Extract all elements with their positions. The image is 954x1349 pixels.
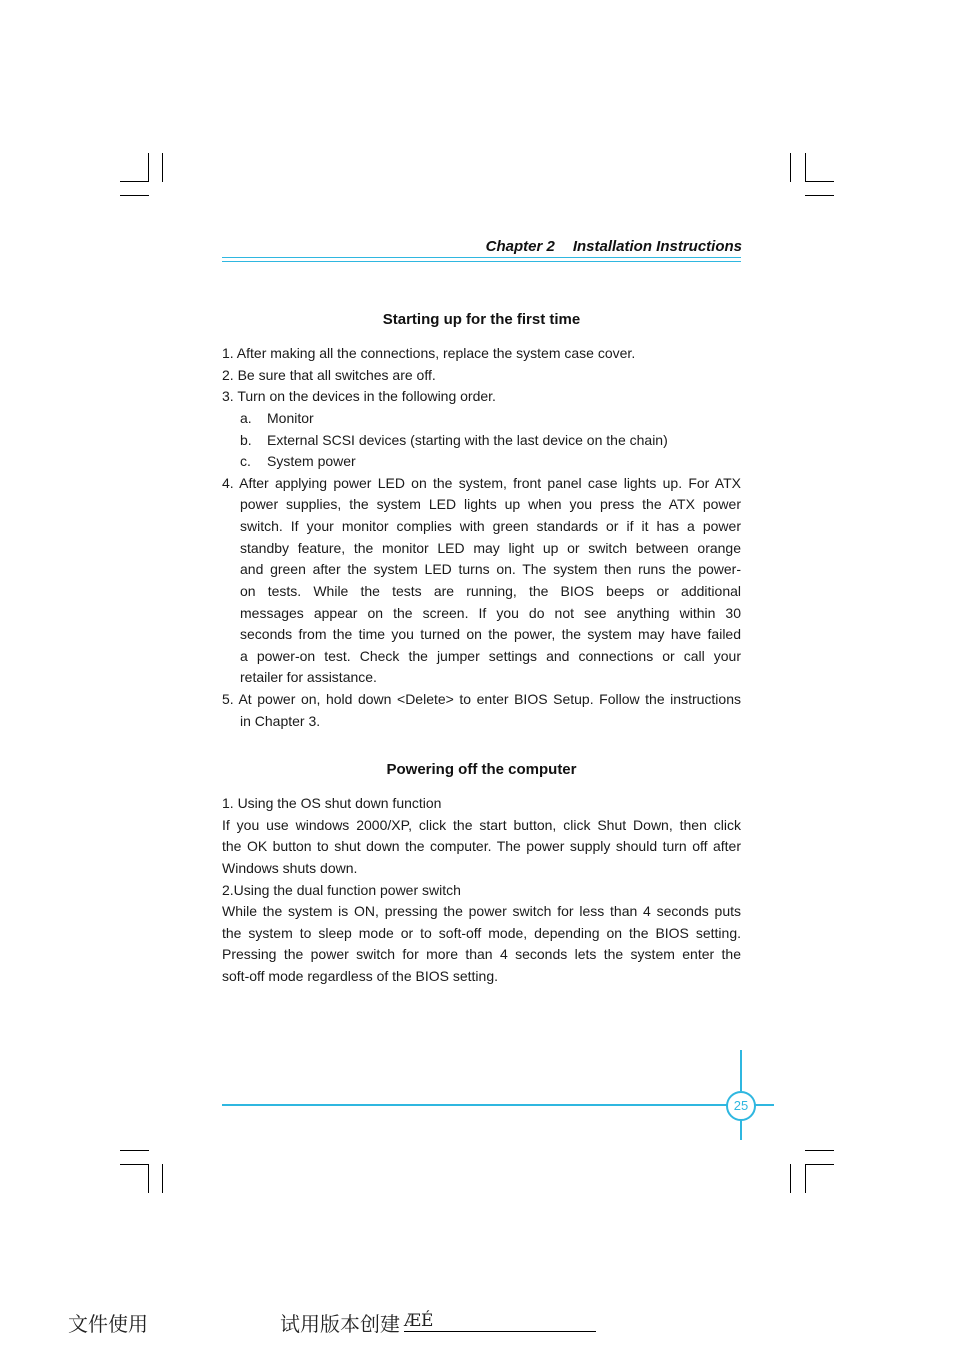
watermark-underline <box>404 1331 596 1332</box>
crop-mark <box>790 1164 791 1193</box>
crop-mark <box>162 153 163 182</box>
paragraph-line: 4. After applying power LED on the system, front panel case lights up. For ATX <box>222 475 741 491</box>
paragraph-line: messages appear on the screen. If you do not see anything within 30 <box>240 605 741 621</box>
sub-list-label: a. <box>240 410 252 426</box>
crop-mark <box>805 153 806 182</box>
section-title: Starting up for the first time <box>382 311 581 328</box>
chapter-title: Installation Instructions <box>572 238 742 255</box>
crop-mark <box>120 195 149 196</box>
watermark-mark: ÆÉ <box>404 1311 434 1331</box>
paragraph-line: in Chapter 3. <box>240 713 321 729</box>
header-rule <box>222 261 741 262</box>
page-number: 25 <box>726 1091 756 1121</box>
paragraph-line: standby feature, the monitor LED may light up or switch between orange <box>240 540 741 556</box>
paragraph-line: and green after the system LED turns on. The system then runs the power- <box>240 561 741 577</box>
crop-mark <box>805 1150 834 1151</box>
crop-mark <box>805 1164 834 1165</box>
running-header <box>486 238 742 255</box>
crop-mark <box>120 1164 149 1165</box>
paragraph-line: 1. Using the OS shut down function <box>222 795 442 811</box>
chapter-label: Chapter 2 <box>485 238 555 255</box>
crop-mark <box>805 195 834 196</box>
sub-list-label: c. <box>240 453 251 469</box>
list-item: 1. After making all the connections, replace the system case cover. <box>222 345 636 361</box>
paragraph-line: retailer for assistance. <box>240 669 377 685</box>
sub-list-text: External SCSI devices (starting with the last device on the chain) <box>267 432 668 448</box>
paragraph-line: soft-off mode regardless of the BIOS setting. <box>222 968 498 984</box>
footer-rule <box>222 1104 774 1106</box>
paragraph-line: While the system is ON, pressing the power switch for less than 4 seconds puts <box>222 903 741 919</box>
sub-list-item <box>240 430 741 452</box>
paragraph-line: 5. At power on, hold down <Delete> to enter BIOS Setup. Follow the instructions <box>222 691 741 707</box>
list-item: 2. Be sure that all switches are off. <box>222 367 436 383</box>
footer-vertical-rule <box>740 1119 742 1140</box>
paragraph-line: the OK button to shut down the computer. The power supply should turn off after <box>222 838 741 854</box>
crop-mark <box>120 181 149 182</box>
paragraph-line: on tests. While the tests are running, the BIOS beeps or additional <box>240 583 741 599</box>
crop-mark <box>805 1164 806 1193</box>
sub-list-item <box>240 451 741 473</box>
paragraph-line: Windows shuts down. <box>222 860 358 876</box>
paragraph-line: power supplies, the system LED lights up when you press the ATX power <box>240 496 741 512</box>
list-item: 3. Turn on the devices in the following order. <box>222 388 496 404</box>
sub-list-text: Monitor <box>267 410 314 426</box>
crop-mark <box>148 1164 149 1193</box>
sub-list-text: System power <box>267 453 356 469</box>
paragraph-line: Pressing the power switch for more than 4 seconds lets the system enter the <box>222 946 741 962</box>
sub-list-label: b. <box>240 432 252 448</box>
crop-mark <box>790 153 791 182</box>
crop-mark <box>120 1150 149 1151</box>
crop-mark <box>805 181 834 182</box>
header-rule <box>222 257 741 258</box>
paragraph-line: seconds from the time you turned on the power, the system may have failed <box>240 626 741 642</box>
footer-vertical-rule <box>740 1050 742 1091</box>
sub-list-item <box>240 408 741 430</box>
section-title: Powering off the computer <box>386 761 577 778</box>
paragraph-line: 2.Using the dual function power switch <box>222 882 461 898</box>
paragraph-line: switch. If your monitor complies with green standards or if it has a power <box>240 518 741 534</box>
paragraph-line: a power-on test. Check the jumper settings and connections or call your <box>240 648 741 664</box>
crop-mark <box>148 153 149 182</box>
watermark-right: 试用版本创建 <box>280 1312 400 1336</box>
paragraph-line: If you use windows 2000/XP, click the start button, click Shut Down, then click <box>222 817 741 833</box>
watermark-left: 文件使用 <box>68 1312 148 1336</box>
crop-mark <box>162 1164 163 1193</box>
paragraph-line: the system to sleep mode or to soft-off mode, depending on the BIOS setting. <box>222 925 741 941</box>
